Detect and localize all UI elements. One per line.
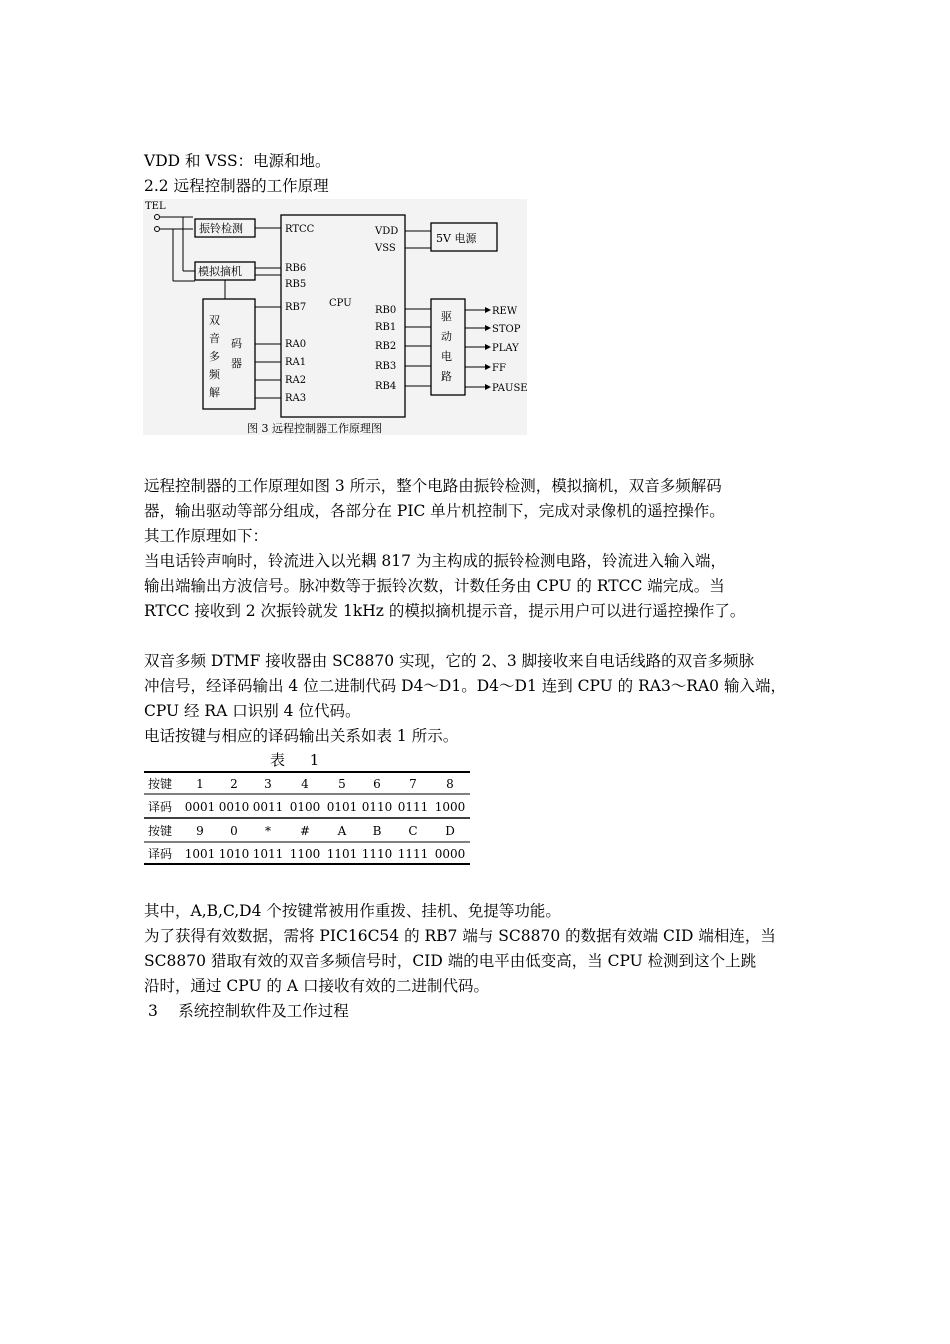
paragraph-line: VDD 和 VSS：电源和地。 (144, 152, 331, 170)
cpu-pin: RB5 (285, 279, 307, 290)
table-cell: 0111 (397, 800, 429, 814)
table-cell: 9 (196, 824, 204, 838)
output-label: PLAY (492, 343, 519, 354)
table-cell: 6 (373, 777, 381, 791)
table-row-header: 按键 (147, 777, 173, 791)
cpu-pin: RA2 (285, 375, 307, 386)
circuit-figure (143, 199, 527, 435)
paragraph-line: 其中，A,B,C,D4 个按键常被用作重拨、挂机、免提等功能。 (144, 902, 561, 920)
power-label: 5V 电源 (436, 232, 477, 245)
driver-char: 路 (441, 370, 452, 383)
section-heading: 3 系统控制软件及工作过程 (148, 1002, 349, 1020)
table-cell: 0011 (252, 800, 284, 814)
decoder-char: 音 (209, 332, 220, 345)
table-cell: B (372, 824, 382, 838)
table-cell: 0101 (326, 800, 358, 814)
driver-char: 电 (441, 350, 452, 363)
table-cell: 1 (196, 777, 204, 791)
table-cell: 3 (264, 777, 272, 791)
paragraph-line: 远程控制器的工作原理如图 3 所示，整个电路由振铃检测，模拟摘机，双音多频解码 (144, 477, 722, 495)
cpu-pin: RB6 (285, 263, 307, 274)
output-label: PAUSE (492, 383, 527, 394)
table-cell: 1001 (184, 847, 216, 861)
cpu-label: CPU (329, 298, 352, 309)
paragraph-line: RTCC 接收到 2 次振铃就发 1kHz 的模拟摘机提示音，提示用户可以进行遥控操作了。 (144, 602, 746, 620)
cpu-pin: RTCC (285, 224, 315, 235)
table-cell: 0001 (184, 800, 216, 814)
offhook-label: 模拟摘机 (198, 265, 242, 278)
tel-terminal (155, 227, 160, 232)
table-cell: D (445, 824, 455, 838)
paragraph-line: 冲信号，经译码输出 4 位二进制代码 D4～D1。D4～D1 连到 CPU 的 RA3～RA0 输入端， (144, 677, 786, 695)
tel-terminal (155, 215, 160, 220)
cpu-pin: VSS (375, 243, 396, 254)
cpu-pin: RB2 (375, 341, 397, 352)
output-label: STOP (492, 324, 521, 335)
section-heading: 2.2 远程控制器的工作原理 (144, 177, 329, 195)
table-cell: C (408, 824, 418, 838)
table-title: 表 1 (270, 751, 330, 769)
table-cell: 1010 (218, 847, 250, 861)
decoder-char: 双 (209, 314, 220, 327)
decoder-char: 码 (231, 337, 242, 350)
table-cell: 2 (230, 777, 238, 791)
table-cell: 0 (230, 824, 238, 838)
table-cell: 7 (409, 777, 417, 791)
cpu-pin: VDD (375, 226, 399, 237)
cpu-pin: RA3 (285, 393, 307, 404)
table-cell: 0000 (434, 847, 466, 861)
paragraph-line: 当电话铃声响时，铃流进入以光耦 817 为主构成的振铃检测电路，铃流进入输入端， (144, 552, 726, 570)
cpu-pin: RB0 (375, 305, 397, 316)
paragraph-line: 其工作原理如下： (144, 527, 269, 545)
key-decode-table (144, 770, 470, 866)
driver-char: 驱 (441, 310, 452, 323)
paragraph-line: 输出端输出方波信号。脉冲数等于振铃次数，计数任务由 CPU 的 RTCC 端完成。当 (144, 577, 725, 595)
cpu-pin: RA1 (285, 357, 307, 368)
table-cell: 5 (338, 777, 346, 791)
cpu-pin: RB1 (375, 322, 397, 333)
output-label: FF (492, 363, 506, 374)
tel-label: TEL (145, 201, 166, 212)
table-cell: 0010 (218, 800, 250, 814)
cpu-pin: RB4 (375, 381, 397, 392)
paragraph-line: 双音多频 DTMF 接收器由 SC8870 实现，它的 2、3 脚接收来自电话线路的双音多频脉 (144, 652, 755, 670)
decoder-char: 解 (209, 386, 220, 399)
driver-char: 动 (441, 330, 452, 343)
table-cell: 1101 (326, 847, 358, 861)
paragraph-line: 电话按键与相应的译码输出关系如表 1 所示。 (144, 727, 459, 745)
cpu-pin: RB7 (285, 302, 307, 313)
decoder-char: 多 (209, 350, 220, 363)
table-cell: 1110 (361, 847, 393, 861)
ring-detect-label: 振铃检测 (199, 222, 243, 235)
table-cell: # (299, 824, 311, 838)
paragraph-line: 沿时，通过 CPU 的 A 口接收有效的二进制代码。 (144, 977, 489, 995)
table-cell: A (337, 824, 347, 838)
table-row-header: 译码 (147, 800, 173, 814)
table-cell: 4 (301, 777, 309, 791)
paragraph-line: SC8870 猎取有效的双音多频信号时，CID 端的电平由低变高，当 CPU 检测到这个上跳 (144, 952, 757, 970)
decoder-char: 频 (209, 368, 220, 381)
paragraph-line: CPU 经 RA 口识别 4 位代码。 (144, 702, 361, 720)
table-cell: * (265, 824, 271, 838)
table-row-header: 按键 (147, 824, 173, 838)
paragraph-line: 器，输出驱动等部分组成，各部分在 PIC 单片机控制下，完成对录像机的遥控操作。 (144, 502, 725, 520)
table-cell: 0110 (361, 800, 393, 814)
table-row-header: 译码 (147, 847, 173, 861)
table-cell: 1000 (434, 800, 466, 814)
cpu-pin: RB3 (375, 361, 397, 372)
paragraph-line: 为了获得有效数据，需将 PIC16C54 的 RB7 端与 SC8870 的数据有效端 CID 端相连，当 (144, 927, 776, 945)
table-cell: 1011 (252, 847, 284, 861)
figure-caption: 图 3 远程控制器工作原理图 (247, 422, 382, 435)
table-cell: 1100 (289, 847, 321, 861)
table-cell: 0100 (289, 800, 321, 814)
table-cell: 1111 (397, 847, 429, 861)
table-cell: 8 (446, 777, 454, 791)
output-label: REW (492, 306, 518, 317)
decoder-char: 器 (231, 357, 242, 370)
cpu-pin: RA0 (285, 339, 307, 350)
